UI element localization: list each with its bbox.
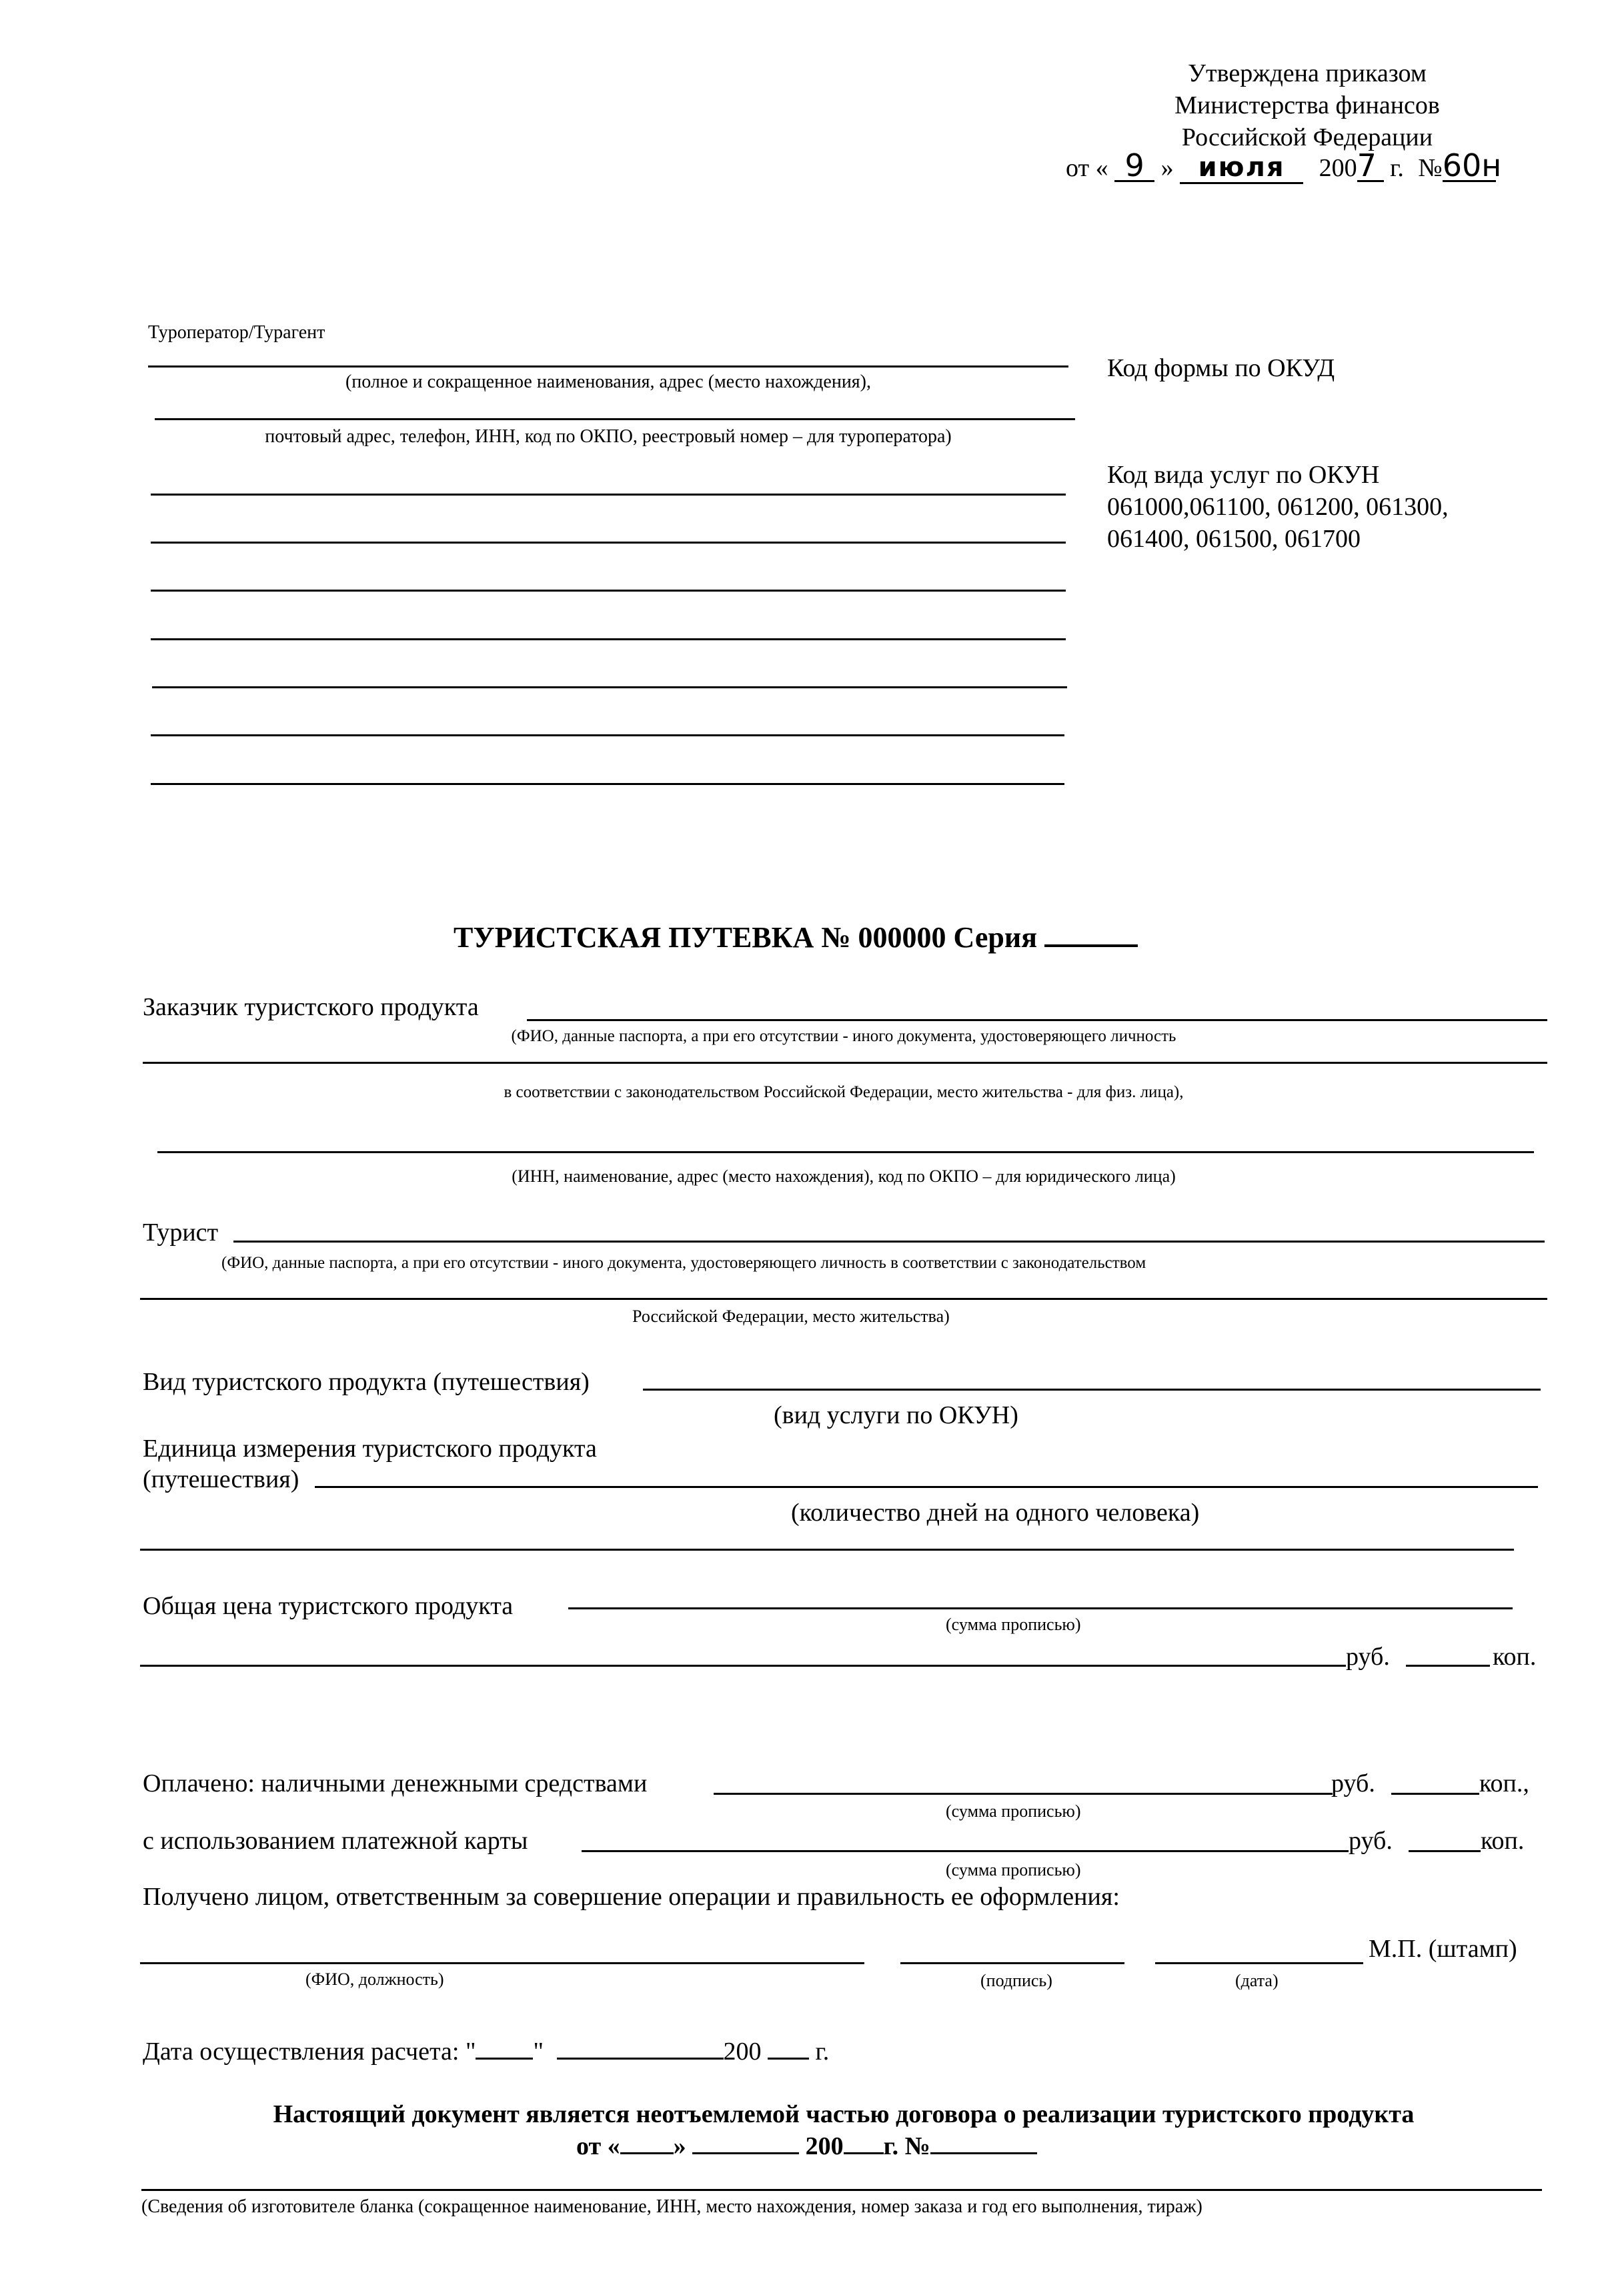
- price-rub: руб.: [1346, 1643, 1390, 1671]
- payment-card-rub: руб.: [1349, 1827, 1393, 1855]
- stamp-label: М.П. (штамп): [1369, 1935, 1517, 1963]
- operator-line-7[interactable]: [152, 686, 1067, 688]
- payment-cash-kop-field[interactable]: [1391, 1793, 1479, 1795]
- page-title: [454, 920, 1138, 955]
- tourist-hint-1: (ФИО, данные паспорта, а при его отсутствии - иного документа, удостоверяющего личность в соответствии с законодательством: [221, 1254, 1146, 1272]
- product-type-field[interactable]: [643, 1389, 1541, 1391]
- footer-contract-date: [576, 2132, 1037, 2161]
- approval-number: 60н: [1442, 147, 1502, 183]
- approval-line-1: Утверждена приказом: [1188, 59, 1427, 87]
- approval-date-line: [1066, 147, 1502, 184]
- manufacturer-info: (Сведения об изготовителе бланка (сокращенное наименование, ИНН, место нахождения, номер заказа и год его выполнения, тираж): [141, 2196, 1202, 2217]
- tourist-field-2[interactable]: [140, 1298, 1547, 1300]
- price-kop: коп.: [1493, 1643, 1537, 1671]
- price-label: Общая цена туристского продукта: [143, 1592, 514, 1620]
- signature-sign-field[interactable]: [900, 1962, 1124, 1964]
- product-unit-field-2[interactable]: [140, 1549, 1514, 1551]
- tourist-hint-2: Российской Федерации, место жительства): [632, 1307, 950, 1326]
- settlement-month-field[interactable]: [557, 2038, 724, 2060]
- operator-hint-1: (полное и сокращенное наименования, адрес (место нахождения),: [345, 371, 872, 392]
- approval-year-suffix: г.: [1390, 154, 1404, 182]
- settlement-date: [143, 2037, 829, 2066]
- signature-date-field[interactable]: [1155, 1962, 1363, 1964]
- footer-number-field[interactable]: [930, 2132, 1037, 2154]
- product-unit-label-1: Единица измерения туристского продукта: [143, 1435, 597, 1463]
- operator-line-9[interactable]: [151, 783, 1064, 785]
- page-title-text: ТУРИСТСКАЯ ПУТЕВКА № 000000 Серия: [454, 921, 1038, 954]
- operator-line-5[interactable]: [151, 590, 1066, 592]
- payment-card-hint: (сумма прописью): [946, 1860, 1081, 1879]
- payment-cash-rub: руб.: [1331, 1769, 1375, 1797]
- payment-card-kop-field[interactable]: [1409, 1850, 1481, 1852]
- approval-number-prefix: №: [1418, 154, 1443, 182]
- footer-month-field[interactable]: [692, 2132, 799, 2154]
- payment-card-field[interactable]: [582, 1850, 1349, 1852]
- signature-date-hint: (дата): [1235, 1971, 1279, 1990]
- footer-day-field[interactable]: [620, 2132, 674, 2154]
- approval-year-prefix: 200: [1319, 154, 1357, 182]
- okun-label: Код вида услуг по ОКУН: [1107, 461, 1380, 489]
- approval-day: 9: [1114, 151, 1154, 182]
- price-hint: (сумма прописью): [946, 1615, 1081, 1634]
- settlement-year-suffix: г.: [815, 2038, 830, 2066]
- product-type-hint: (вид услуги по ОКУН): [774, 1401, 1018, 1429]
- approval-year-digit: 7: [1357, 151, 1384, 182]
- customer-field-3[interactable]: [157, 1151, 1534, 1153]
- payment-cash-label: Оплачено: наличными денежными средствами: [143, 1769, 648, 1797]
- approval-month: июля: [1180, 153, 1303, 184]
- settlement-year-prefix: 200: [723, 2038, 762, 2066]
- footer-from: от «: [576, 2132, 620, 2160]
- payment-card-label: с использованием платежной карты: [143, 1827, 528, 1855]
- manufacturer-line[interactable]: [141, 2189, 1542, 2191]
- operator-line-4[interactable]: [151, 542, 1066, 544]
- operator-label: Туроператор/Турагент: [148, 322, 325, 343]
- product-unit-field[interactable]: [315, 1486, 1538, 1488]
- approval-line-3: Российской Федерации: [1181, 123, 1433, 151]
- product-unit-hint: (количество дней на одного человека): [791, 1499, 1200, 1527]
- payment-cash-field[interactable]: [714, 1793, 1333, 1795]
- footer-year-prefix: 200: [805, 2132, 844, 2160]
- approval-date-prefix: от «: [1066, 154, 1108, 182]
- payment-cash-kop: коп.,: [1479, 1769, 1529, 1797]
- approval-date-mid: »: [1160, 154, 1174, 182]
- series-field[interactable]: [1044, 924, 1138, 947]
- customer-label: Заказчик туристского продукта: [143, 993, 479, 1021]
- settlement-label: Дата осуществления расчета: ": [143, 2038, 476, 2066]
- customer-field-2[interactable]: [143, 1062, 1547, 1064]
- operator-line-3[interactable]: [151, 494, 1066, 496]
- tourist-label: Турист: [143, 1219, 219, 1247]
- operator-line-2[interactable]: [155, 418, 1075, 420]
- price-kop-field[interactable]: [1406, 1665, 1490, 1667]
- customer-hint-1: (ФИО, данные паспорта, а при его отсутствии - иного документа, удостоверяющего личность: [511, 1027, 1176, 1045]
- footer-year-suffix: г. №: [883, 2132, 930, 2160]
- signature-name-hint: (ФИО, должность): [305, 1970, 444, 1989]
- tourist-field-1[interactable]: [233, 1241, 1545, 1243]
- settlement-quote-close: ": [533, 2038, 544, 2066]
- price-words-field-2[interactable]: [140, 1665, 1346, 1667]
- signature-sign-hint: (подпись): [980, 1971, 1052, 1990]
- footer-year-field[interactable]: [844, 2132, 884, 2154]
- operator-line-1[interactable]: [148, 365, 1068, 367]
- customer-field-1[interactable]: [527, 1019, 1547, 1021]
- payment-received-label: Получено лицом, ответственным за совершение операции и правильность ее оформления:: [143, 1883, 1120, 1911]
- product-unit-label-2: (путешествия): [143, 1465, 299, 1493]
- operator-hint-2: почтовый адрес, телефон, ИНН, код по ОКПО, реестровый номер – для туроператора): [265, 426, 952, 447]
- okun-codes-line-1: 061000,061100, 061200, 061300,: [1107, 493, 1449, 521]
- payment-card-kop: коп.: [1481, 1827, 1525, 1855]
- approval-line-2: Министерства финансов: [1174, 91, 1440, 119]
- settlement-day-field[interactable]: [476, 2038, 533, 2060]
- footer-statement: Настоящий документ является неотъемлемой частью договора о реализации туристского продукта: [273, 2100, 1415, 2128]
- customer-hint-2: в соответствии с законодательством Российской Федерации, место жительства - для физ. лица),: [504, 1083, 1184, 1101]
- operator-line-6[interactable]: [151, 638, 1066, 640]
- settlement-year-field[interactable]: [768, 2038, 809, 2060]
- operator-line-8[interactable]: [151, 734, 1064, 736]
- okud-label: Код формы по ОКУД: [1107, 354, 1335, 382]
- footer-quote-close: »: [673, 2132, 686, 2160]
- okun-codes-line-2: 061400, 061500, 061700: [1107, 525, 1361, 553]
- price-words-field[interactable]: [568, 1607, 1513, 1609]
- product-type-label: Вид туристского продукта (путешествия): [143, 1368, 590, 1396]
- signature-name-field[interactable]: [140, 1962, 864, 1964]
- payment-cash-hint: (сумма прописью): [946, 1801, 1081, 1821]
- customer-hint-3: (ИНН, наименование, адрес (место нахождения), код по ОКПО – для юридического лица): [512, 1167, 1176, 1186]
